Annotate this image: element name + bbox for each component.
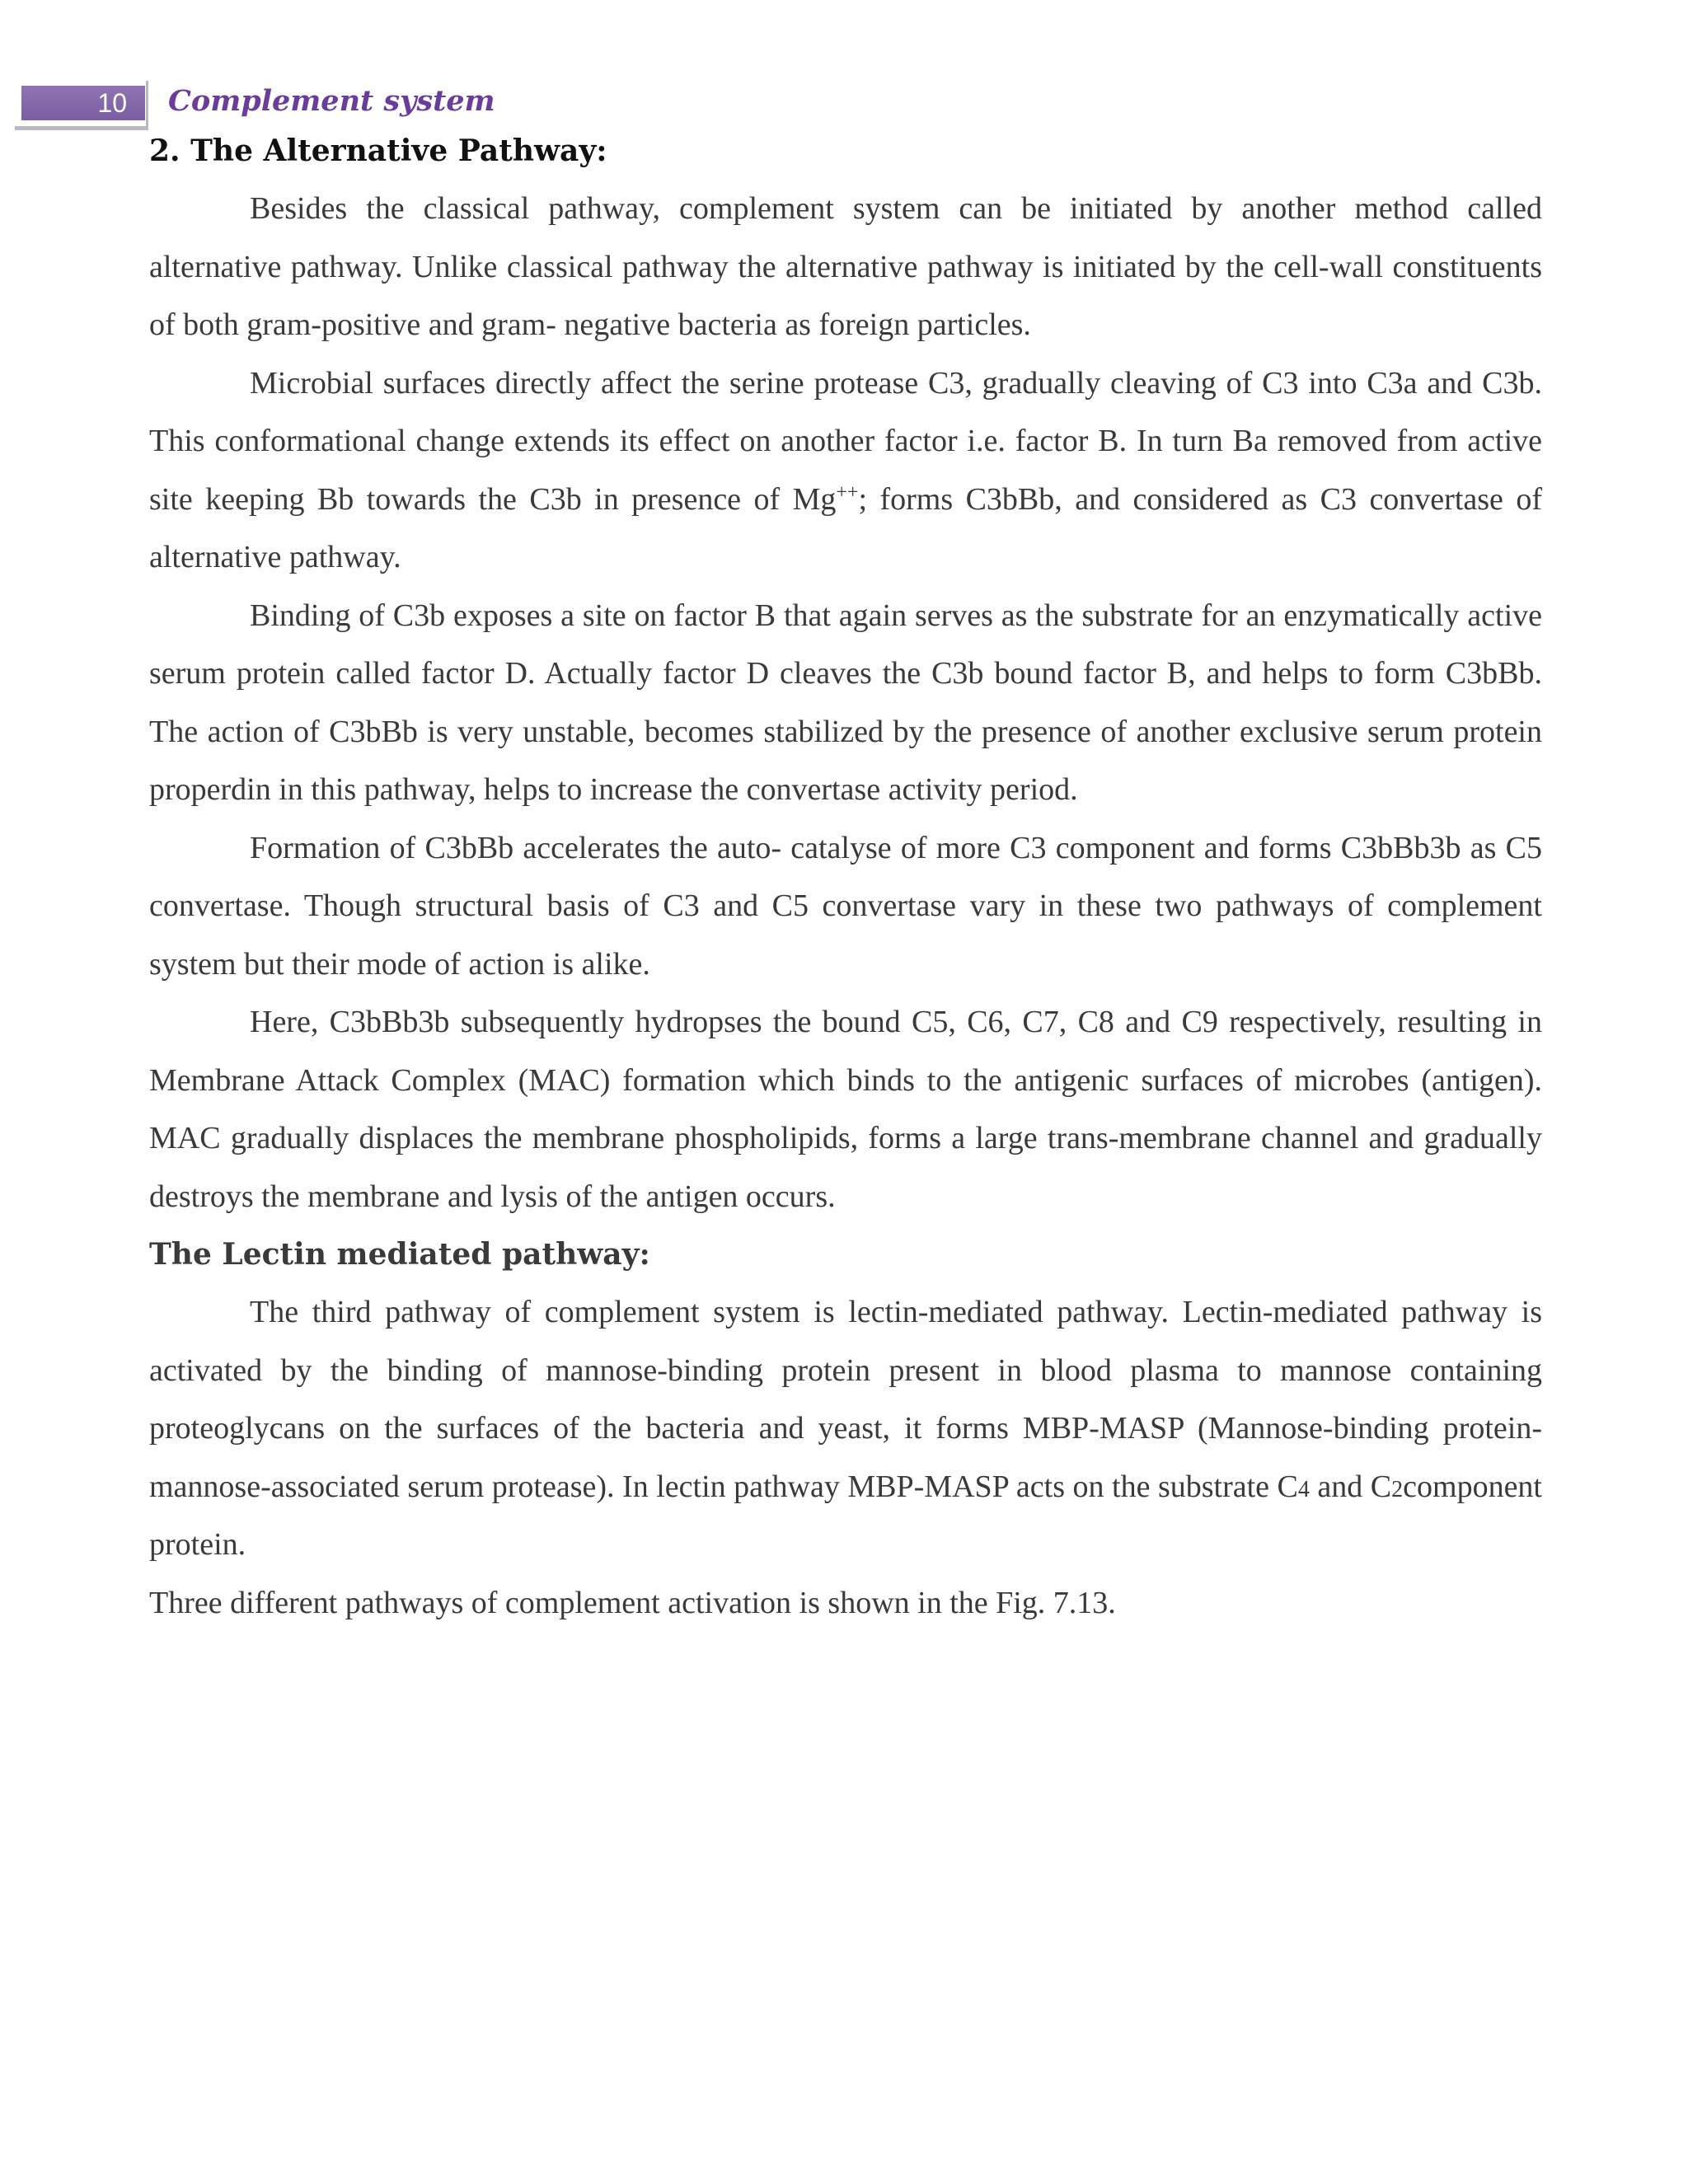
alternative-paragraph-5: Here, C3bBb3b subsequently hydropses the bound C5, C6, C7, C8 and C9 respectively, resulting in Membrane Attack Complex (MAC) formation which binds to the antigenic surfaces of microbes (antigen). MAC gradually displaces the membrane phospholipids, forms a large trans-membrane channel and gradually destroys the membrane and lysis of the antigen occurs. <box>149 1005 1542 1214</box>
lectin-paragraph-1 <box>149 1283 1542 1574</box>
alternative-paragraph-2-text-b: ; forms C3bBb, and considered as C3 convertase of alternative pathway. <box>149 481 1543 574</box>
figure-reference-sentence: Three different pathways of complement activation is shown in the Fig. 7.13. <box>149 1585 1116 1620</box>
alternative-paragraph-3: Binding of C3b exposes a site on factor B that again serves as the substrate for an enzymatically active serum protein called factor D. Actually factor D cleaves the C3b bound factor B, and helps to form C3bBb. The action of C3bBb is very unstable, becomes stabilized by the presence of another exclusive serum protein properdin in this pathway, helps to increase the convertase activity period. <box>149 598 1542 807</box>
alternative-pathway-heading: 2. The Alternative Pathway: <box>149 134 607 168</box>
c4-subscript: 4 <box>1297 1476 1310 1502</box>
lectin-paragraph-1-text-a: The third pathway of complement system is lectin-mediated pathway. Lectin-mediated pathway is activated by the binding of mannose-binding protein present in blood plasma to mannose containing proteoglycans on the surfaces of the bacteria and yeast, it forms MBP-MASP (Mannose-binding protein-mannose-associated serum protease). In lectin pathway MBP-MASP acts on the substrate C <box>149 1295 1542 1504</box>
page-content <box>149 122 1542 1632</box>
lectin-paragraph-1-text-b: component protein. <box>149 1469 1542 1562</box>
c2-subscript: 2 <box>1391 1476 1404 1502</box>
running-title: Complement system <box>168 84 495 118</box>
alternative-paragraph-2-text-a: Microbial surfaces directly affect the serine protease C3, gradually cleaving of C3 into C3a and C3b. This conformational change extends its effect on another factor i.e. factor B. In turn Ba removed from active site keeping Bb towards the C3b in presence of Mg <box>149 365 1542 517</box>
lectin-paragraph-1-text-mid: and C <box>1309 1469 1392 1504</box>
lectin-pathway-heading: The Lectin mediated pathway: <box>149 1237 650 1272</box>
alternative-paragraph-1: Besides the classical pathway, complement system can be initiated by another method called alternative pathway. Unlike classical pathway the alternative pathway is initiated by the cell-wall constituents of both gram-positive and gram- negative bacteria as foreign particles. <box>149 191 1542 342</box>
alternative-paragraph-4: Formation of C3bBb accelerates the auto- catalyse of more C3 component and forms C3bBb3b as C5 convertase. Though structural basis of C3 and C5 convertase vary in these two pathways of complement system but their mode of action is alike. <box>149 830 1542 982</box>
page-number: 10 <box>21 86 145 120</box>
page-number-box <box>15 81 148 130</box>
alternative-paragraph-2 <box>149 354 1542 587</box>
magnesium-charge-superscript: ++ <box>836 480 859 503</box>
